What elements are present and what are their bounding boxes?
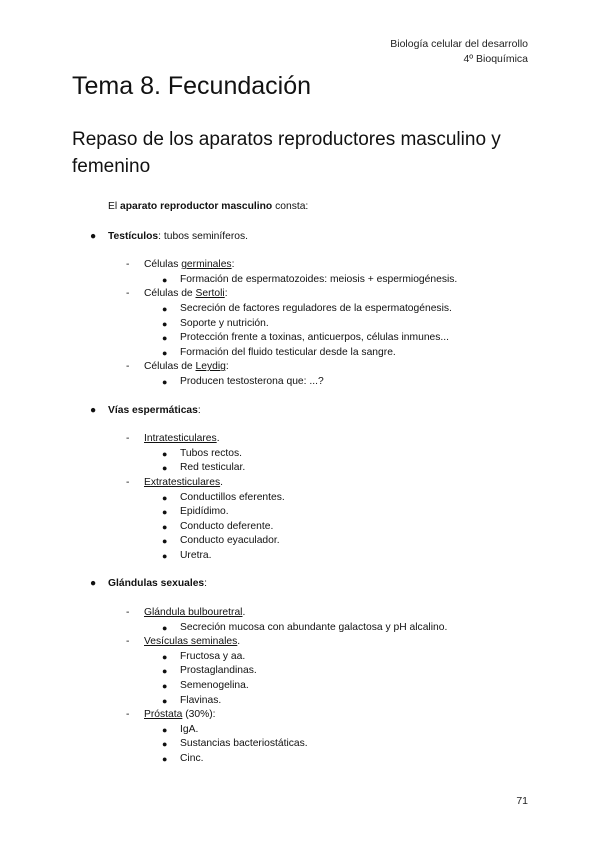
course-year: 4º Bioquímica <box>463 53 528 65</box>
bullet-icon: ● <box>162 303 168 314</box>
bullet-icon: ● <box>162 622 168 633</box>
document-body <box>0 200 600 781</box>
subsection-term: Leydig <box>195 361 226 373</box>
outline-section <box>0 404 600 564</box>
list-item <box>0 621 600 636</box>
list-item-text: Prostaglandinas. <box>180 665 257 677</box>
page-number: 71 <box>516 795 528 807</box>
subsection-suffix: . <box>242 607 246 619</box>
bullet-icon: ● <box>162 448 168 459</box>
dash-icon: - <box>126 361 130 373</box>
subsection-term: Glándula bulbouretral <box>144 607 243 619</box>
bullet-icon: ● <box>162 651 168 662</box>
subsection-suffix: . <box>237 636 241 648</box>
subsection-term: Sertoli <box>195 288 225 300</box>
list-item <box>0 723 600 738</box>
subsection-item <box>0 476 600 491</box>
list-item-text: Epidídimo. <box>180 506 229 518</box>
list-item <box>0 346 600 361</box>
subsection-item <box>0 708 600 723</box>
list-item <box>0 534 600 549</box>
dash-icon: - <box>126 607 130 619</box>
list-item <box>0 331 600 346</box>
list-item <box>0 549 600 564</box>
subsection-prefix: Células de <box>144 361 196 373</box>
bullet-icon: ● <box>162 536 168 547</box>
list-item <box>0 694 600 709</box>
list-item <box>0 491 600 506</box>
bullet-icon: ● <box>90 230 97 242</box>
section-heading: Repaso de los aparatos reproductores masculino y femenino <box>72 129 501 177</box>
subsection-term: germinales <box>181 259 232 271</box>
subsection-term: Próstata <box>144 709 183 721</box>
section-term: Testículos <box>108 230 159 242</box>
list-item-text: Tubos rectos. <box>180 447 242 459</box>
intro-bold-text: aparato reproductor masculino <box>120 201 273 212</box>
list-item-text: Conducto eyaculador. <box>180 535 280 547</box>
subsection-item <box>0 635 600 650</box>
bullet-icon: ● <box>162 492 168 503</box>
bullet-icon: ● <box>162 318 168 329</box>
outline-section <box>0 577 600 766</box>
dash-icon: - <box>126 636 130 648</box>
bullet-icon: ● <box>162 666 168 677</box>
bullet-icon: ● <box>162 739 168 750</box>
subsection-term: Intratesticulares <box>144 433 217 445</box>
list-item <box>0 505 600 520</box>
list-item-text: Cinc. <box>180 753 204 764</box>
list-item <box>0 273 600 288</box>
section-description: : <box>204 578 208 590</box>
subsection-prefix: Células <box>144 259 182 271</box>
list-item-text: Conducto deferente. <box>180 520 274 532</box>
list-item-text: Red testicular. <box>180 462 246 474</box>
list-item <box>0 520 600 535</box>
subsection-item <box>0 287 600 302</box>
section-item <box>0 404 600 419</box>
bullet-icon: ● <box>162 333 168 344</box>
list-item-text: Fructosa y aa. <box>180 650 246 662</box>
intro-paragraph <box>108 200 600 215</box>
subsection-prefix: Células de <box>144 288 196 300</box>
dash-icon: - <box>126 709 130 721</box>
bullet-icon: ● <box>162 507 168 518</box>
bullet-icon: ● <box>162 550 168 561</box>
list-item <box>0 447 600 462</box>
list-item-text: Producen testosterona que: ...? <box>180 375 324 387</box>
bullet-icon: ● <box>162 695 168 706</box>
subsection-term: Extratesticulares <box>144 476 221 488</box>
bullet-icon: ● <box>162 463 168 474</box>
subsection-suffix: . <box>220 476 223 488</box>
bullet-icon: ● <box>162 521 168 532</box>
outline-section <box>0 230 600 390</box>
section-term: Glándulas sexuales <box>108 578 205 590</box>
bullet-icon: ● <box>90 578 97 590</box>
list-item-text: Semenogelina. <box>180 680 249 692</box>
subsection-suffix: : <box>224 288 228 300</box>
list-item <box>0 752 600 767</box>
dash-icon: - <box>126 259 130 271</box>
bullet-icon: ● <box>162 347 168 358</box>
document-header <box>390 37 528 67</box>
page-title: Tema 8. Fecundación <box>72 72 312 100</box>
subsection-item <box>0 606 600 621</box>
bullet-icon: ● <box>162 376 168 387</box>
bullet-icon: ● <box>162 681 168 692</box>
subsection-suffix: (30%): <box>182 709 216 721</box>
section-description: : tubos seminíferos. <box>158 230 249 242</box>
subsection-suffix: : <box>225 361 229 373</box>
bullet-icon: ● <box>162 274 168 285</box>
intro-text: El <box>108 201 121 212</box>
list-item <box>0 375 600 390</box>
list-item-text: Protección frente a toxinas, anticuerpos, células inmunes... <box>180 332 450 344</box>
list-item-text: Soporte y nutrición. <box>180 317 269 329</box>
bullet-icon: ● <box>90 404 97 416</box>
list-item <box>0 461 600 476</box>
list-item-text: Flavinas. <box>180 694 222 706</box>
subsection-item <box>0 360 600 375</box>
intro-text-end: consta: <box>272 201 309 212</box>
course-name: Biología celular del desarrollo <box>390 38 528 50</box>
list-item <box>0 650 600 665</box>
dash-icon: - <box>126 433 130 445</box>
section-item <box>0 230 600 245</box>
list-item-text: Sustancias bacteriostáticas. <box>180 738 308 750</box>
list-item-text: IgA. <box>180 723 199 735</box>
list-item-text: Conductillos eferentes. <box>180 491 285 503</box>
subsection-suffix: . <box>216 433 220 445</box>
list-item <box>0 317 600 332</box>
list-item <box>0 679 600 694</box>
bullet-icon: ● <box>162 754 168 764</box>
list-item <box>0 737 600 752</box>
list-item-text: Formación del fluido testicular desde la sangre. <box>180 346 396 358</box>
outline-list <box>0 230 600 767</box>
dash-icon: - <box>126 476 130 488</box>
list-item-text: Uretra. <box>180 549 212 561</box>
list-item-text: Formación de espermatozoides: meiosis + espermiogénesis. <box>180 273 458 285</box>
subsection-item <box>0 432 600 447</box>
list-item <box>0 302 600 317</box>
section-item <box>0 577 600 592</box>
list-item <box>0 664 600 679</box>
dash-icon: - <box>126 288 130 300</box>
bullet-icon: ● <box>162 724 168 735</box>
list-item-text: Secreción mucosa con abundante galactosa y pH alcalino. <box>180 621 448 633</box>
section-description: : <box>197 404 201 416</box>
subsection-item <box>0 258 600 273</box>
section-term: Vías espermáticas <box>108 404 198 416</box>
subsection-term: Vesículas seminales <box>144 636 238 648</box>
subsection-suffix: : <box>231 259 235 271</box>
list-item-text: Secreción de factores reguladores de la espermatogénesis. <box>180 302 452 314</box>
